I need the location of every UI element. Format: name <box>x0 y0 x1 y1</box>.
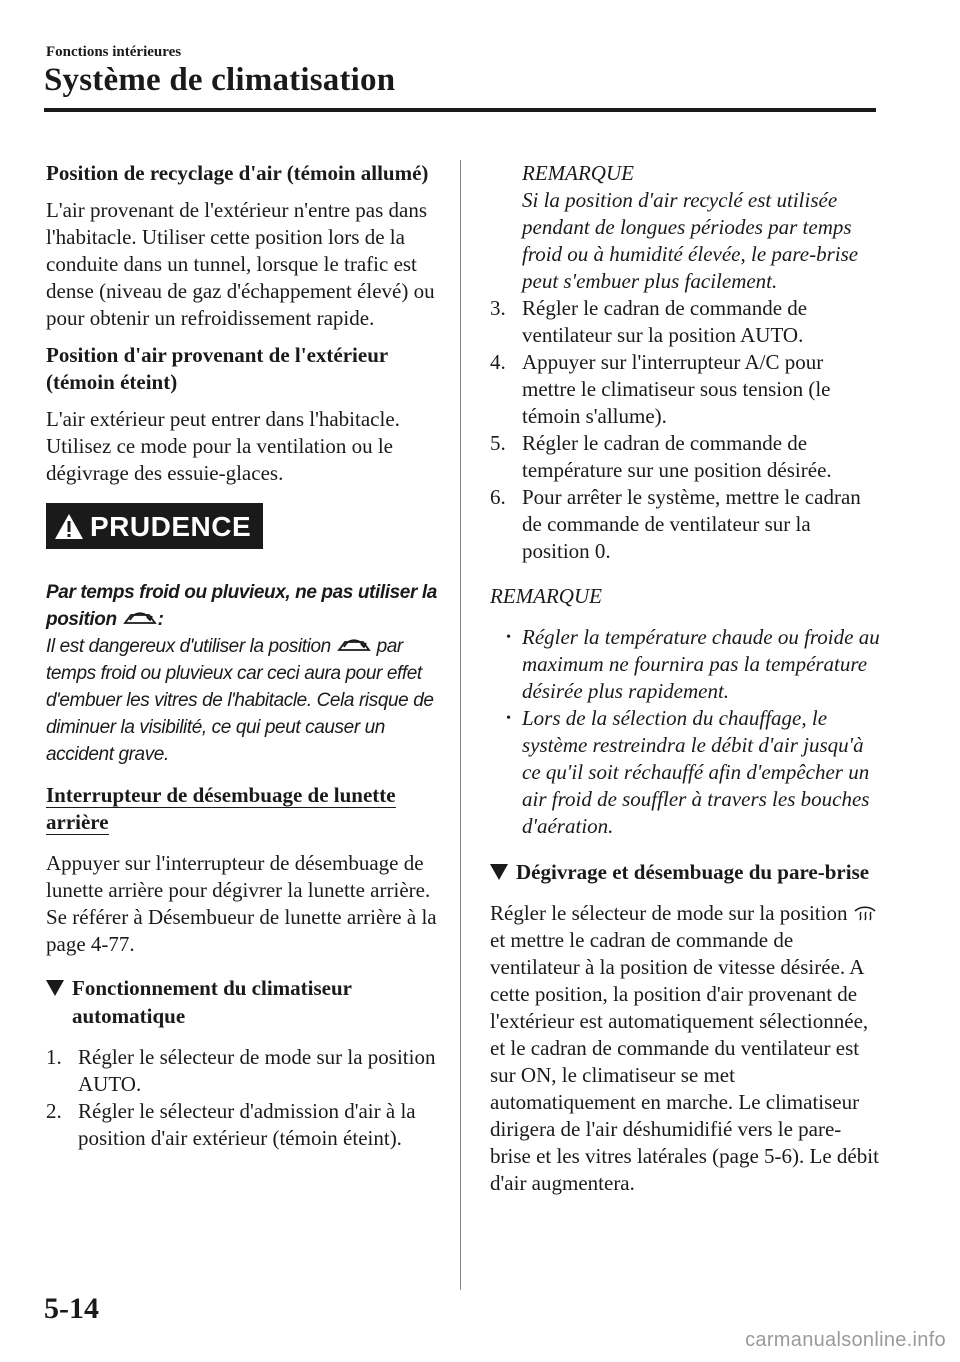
list-item <box>490 349 880 430</box>
step-text: Appuyer sur l'interrupteur A/C pour mettre le climatiseur sous tension (le témoin s'allume). <box>522 350 831 428</box>
warning-title <box>46 579 438 633</box>
recirc-text: L'air provenant de l'extérieur n'entre pas dans l'habitacle. Utiliser cette position lors de la conduite dans un tunnel, lorsque le trafic est dense (niveau de gaz d'échappement élevé) ou pour obtenir un refroidissement rapide. <box>46 198 435 330</box>
warning-text <box>46 633 438 768</box>
auto-steps-list <box>46 1044 438 1152</box>
step-text: Régler le sélecteur de mode sur la position AUTO. <box>78 1045 436 1096</box>
list-item <box>46 1044 438 1098</box>
rear-defogger-text-2: Se référer à Désembueur de lunette arrière à la page 4-77. <box>46 905 437 956</box>
warning-title-colon: : <box>157 609 164 630</box>
rear-defogger-title <box>46 782 418 836</box>
header-section-label: Fonctions intérieures <box>46 44 182 60</box>
step-number: 1. <box>46 1045 62 1069</box>
defrost-heading <box>490 858 880 886</box>
recirculation-icon <box>122 608 158 628</box>
auto-steps-list-continued <box>490 295 880 565</box>
step-text: Pour arrêter le système, mettre le cadran de commande de ventilateur sur la position 0. <box>522 485 861 563</box>
triangle-bullet-icon <box>46 980 64 996</box>
auto-ac-heading <box>46 974 438 1030</box>
step-number: 6. <box>490 485 506 509</box>
warning-text-a: Il est dangereux d'utiliser la position <box>46 636 331 657</box>
remark-2-title: REMARQUE <box>490 584 602 608</box>
step-number: 5. <box>490 431 506 455</box>
remark-1-title: REMARQUE <box>522 161 634 185</box>
page-number: 5-14 <box>44 1292 99 1325</box>
outside-text: L'air extérieur peut entrer dans l'habitacle. Utilisez ce mode pour la ventilation ou le dégivrage des essuie-glaces. <box>46 407 400 485</box>
step-number: 3. <box>490 296 506 320</box>
step-text: Régler le cadran de commande de ventilateur sur la position AUTO. <box>522 296 808 347</box>
remark-1 <box>490 160 880 295</box>
watermark: carmanualsonline.info <box>745 1329 946 1351</box>
rear-defogger-text-1: Appuyer sur l'interrupteur de désembuage de lunette arrière pour dégivrer la lunette arrière. <box>46 851 431 902</box>
warning-triangle-icon <box>54 512 84 540</box>
caution-banner <box>46 503 263 549</box>
step-number: 4. <box>490 350 506 374</box>
list-item <box>490 484 880 565</box>
page-title: Système de climatisation <box>44 62 396 98</box>
step-text: Régler le sélecteur d'admission d'air à la position d'air extérieur (témoin éteint). <box>78 1099 416 1150</box>
warning-title-text: Par temps froid ou pluvieux, ne pas utiliser la position <box>46 582 437 630</box>
step-text: Régler le cadran de commande de température sur une position désirée. <box>522 431 832 482</box>
defrost-text <box>490 900 880 1197</box>
warning-text-b: par temps froid ou pluvieux car ceci aura pour effet d'embuer les vitres de l'habitacle. Cela risque de diminuer la visibilité, ce qui peut causer un accident grave. <box>46 636 434 765</box>
list-item: • Lors de la sélection du chauffage, le système restreindra le débit d'air jusqu'à ce qu'il soit réchauffé afin d'empêcher un air froid de souffler à travers les bouches d'aération. <box>504 705 880 840</box>
left-column <box>46 160 438 1152</box>
rear-defogger-title-text: Interrupteur de désembuage de lunette arrière <box>46 783 396 834</box>
right-column <box>490 160 880 1197</box>
column-divider <box>460 160 461 1290</box>
header-rule <box>44 108 876 112</box>
remark-1-text: Si la position d'air recyclé est utilisée pendant de longues périodes par temps froid ou à humidité élevée, le pare-brise peut s'embuer plus facilement. <box>522 188 859 293</box>
list-item: • Régler la température chaude ou froide au maximum ne fournira pas la température désirée plus rapidement. <box>504 624 880 705</box>
defrost-title: Dégivrage et désembuage du pare-brise <box>516 860 870 884</box>
outside-title: Position d'air provenant de l'extérieur (témoin éteint) <box>46 343 388 394</box>
remark-2-bullets <box>490 624 880 840</box>
windshield-defrost-icon <box>853 903 877 923</box>
defrost-text-b: et mettre le cadran de commande de ventilateur à la position de vitesse désirée. A cette position, la position d'air provenant de l'extérieur est automatiquement sélectionnée, et le cadran de commande du ventilateur est sur ON, le climatiseur se met automatiquement en marche. Le climatiseur dirigera de l'air déshumidifié vers le pare-brise et les vitres latérales (page 5-6). Le débit d'air augmentera. <box>490 928 879 1195</box>
list-item <box>46 1098 438 1152</box>
step-number: 2. <box>46 1099 62 1123</box>
list-item <box>490 295 880 349</box>
triangle-bullet-icon <box>490 864 508 880</box>
defrost-text-a: Régler le sélecteur de mode sur la position <box>490 901 848 925</box>
auto-ac-title: Fonctionnement du climatiseur automatique <box>72 976 352 1028</box>
caution-label: PRUDENCE <box>90 510 252 542</box>
list-item <box>490 430 880 484</box>
caution-box <box>46 503 438 549</box>
recirc-title: Position de recyclage d'air (témoin allumé) <box>46 161 429 185</box>
recirculation-icon <box>336 635 372 655</box>
